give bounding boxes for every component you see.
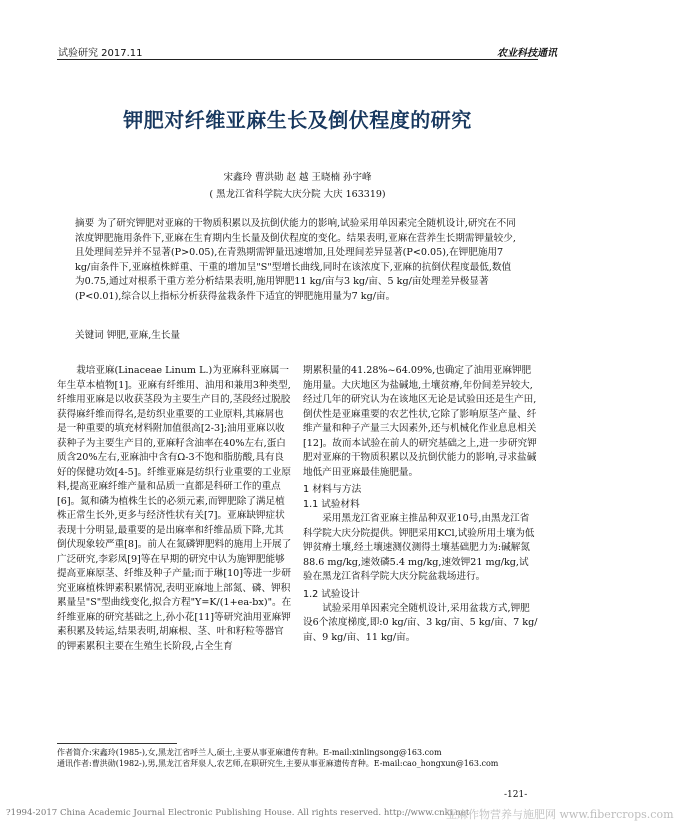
section-heading-1-1: 1.1 试验材料 bbox=[303, 499, 360, 510]
design-paragraph: 试验采用单因素完全随机设计,采用盆栽方式,钾肥设6个浓度梯度,即:0 kg/亩、3 kg/亩、5 kg/亩、7 kg/亩、9 kg/亩、11 kg/亩。 bbox=[303, 602, 538, 643]
abstract: 摘要 为了研究钾肥对亚麻的干物质积累以及抗倒伏能力的影响,试验采用单因素完全随机设计,研究在不同浓度钾肥施用条件下,亚麻在生育期内生长量及倒伏程度的变化。结果表明,亚麻在营养生长期需钾量较少,且处理间差异并不显著(P>0.05),在青熟期需钾量迅速增加,且处理间差异显著(P<0.05),在钾肥施用7 kg/亩条件下,亚麻植株鲜重、干重的增加呈"S"型增长曲线,同时在该浓度下,亚麻的抗倒伏程度最低,数值为0.75,通过对根系干重方差分析结果表明,施用钾肥11 kg/亩与3 kg/亩、5 kg/亩处理差异极显著(P<0.01),综合以上指标分析获得盆栽条件下适宜的钾肥施用量为7 kg/亩。 bbox=[75, 218, 516, 302]
journal-section-header: 试验研究 2017.11 bbox=[58, 48, 143, 59]
footnotes bbox=[57, 747, 538, 769]
intro-paragraph: 栽培亚麻(Linaceae Linum L.)为亚麻科亚麻属一年生草本植物[1]。亚麻有纤维用、油用和兼用3种类型,纤维用亚麻是以收获茎段为主要生产目的,茎段经过脱胶获得麻纤维而得名,是纺织业重要的工业原料,其麻屑也是一种重要的填充材料附加值很高[2-3];油用亚麻以收获种子为主要生产目的,亚麻籽含油率在40%左右,蛋白质含20%左右,亚麻油中含有Ω-3不饱和脂肪酸,具有良好的保健功效[4-5]。纤维亚麻是纺织行业重要的工业原料,提高亚麻纤维产量和品质一直都是科研工作的重点[6]。氮和磷为植株生长的必须元素,而钾肥除了满足植株正常生长外,更多与经济性状有关[7]。亚麻缺钾症状表现十分明显,最重要的是出麻率和纤维品质下降,尤其倒伏现象较严重[8]。前人在氮磷钾肥料的施用上开展了广泛研究,李彩凤[9]等在早期的研究中认为施钾肥能够提高亚麻原茎、纤维及种子产量;而于琳[10]等进一步研究亚麻植株钾素积累情况,表明亚麻地上部氮、磷、钾积累量呈"S"型曲线变化,拟合方程"Y=K/(1+ea-bx)"。在纤维亚麻的研究基础之上,孙小花[11]等研究油用亚麻钾素积累及转运,结果表明,胡麻根、茎、叶和籽粒等器官的钾素累积主要在生殖生长阶段,占全生育 bbox=[57, 365, 292, 652]
section-heading-1-2: 1.2 试验设计 bbox=[303, 588, 360, 600]
header-divider bbox=[57, 59, 538, 60]
copyright-notice: ?1994-2017 China Academic Journal Electronic Publishing House. All rights reserved. http://www.cnki.net bbox=[6, 808, 470, 818]
magazine-logo-text: 农业科技通讯 bbox=[497, 48, 557, 59]
paper-title: 钾肥对纤维亚麻生长及倒伏程度的研究 bbox=[123, 108, 472, 132]
intro-paragraph-continued: 期累积量的41.28%~64.09%,也确定了油用亚麻钾肥施用量。大庆地区为盐碱地,土壤贫瘠,年份间差异较大,经过几年的研究认为在该地区无论是试验田还是生产田,倒伏性是亚麻重要的农艺性状,它除了影响原茎产量、纤维产量和种子产量三大因素外,还与机械化作业息息相关[12]。故而本试验在前人的研究基础之上,进一步研究钾肥对亚麻的干物质积累以及抗倒伏能力的影响,寻求盐碱地低产田亚麻最佳施肥量。 bbox=[303, 365, 537, 478]
section-heading-1: 1 材料与方法 bbox=[303, 484, 362, 495]
materials-paragraph: 采用黑龙江省亚麻主推品种双亚10号,由黑龙江省科学院大庆分院提供。钾肥采用KCl,试验所用土壤为低钾贫瘠土壤,经土壤速测仪测得土壤基础肥力为:碱解氮88.6 mg/kg,速效磷5.4 mg/kg,速效钾21 mg/kg,试验在黑龙江省科学院大庆分院盆栽场进行。 bbox=[303, 513, 535, 582]
author-list: 宋鑫玲 曹洪勋 赵 越 王晓楠 孙宇峰 bbox=[223, 172, 372, 183]
footnote-divider bbox=[57, 743, 177, 744]
site-watermark: 亚麻作物营养与施肥网 www.fibercrops.com bbox=[446, 808, 674, 821]
keywords: 关键词 钾肥,亚麻,生长量 bbox=[75, 330, 181, 341]
footnote-corresponding-author: 通讯作者:曹洪勋(1982-),男,黑龙江省拜泉人,农艺师,在职研究生,主要从事亚麻遗传育种。E-mail:cao_hongxun@163.com bbox=[57, 759, 499, 768]
body-column-right bbox=[303, 364, 538, 645]
author-affiliation: ( 黑龙江省科学院大庆分院 大庆 163319) bbox=[209, 189, 386, 200]
body-column-left bbox=[57, 364, 292, 654]
footnote-author-bio: 作者简介:宋鑫玲(1985-),女,黑龙江省呼兰人,硕士,主要从事亚麻遗传育种。E-mail:xinlingsong@163.com bbox=[57, 748, 442, 757]
page-number: -121- bbox=[504, 790, 528, 800]
